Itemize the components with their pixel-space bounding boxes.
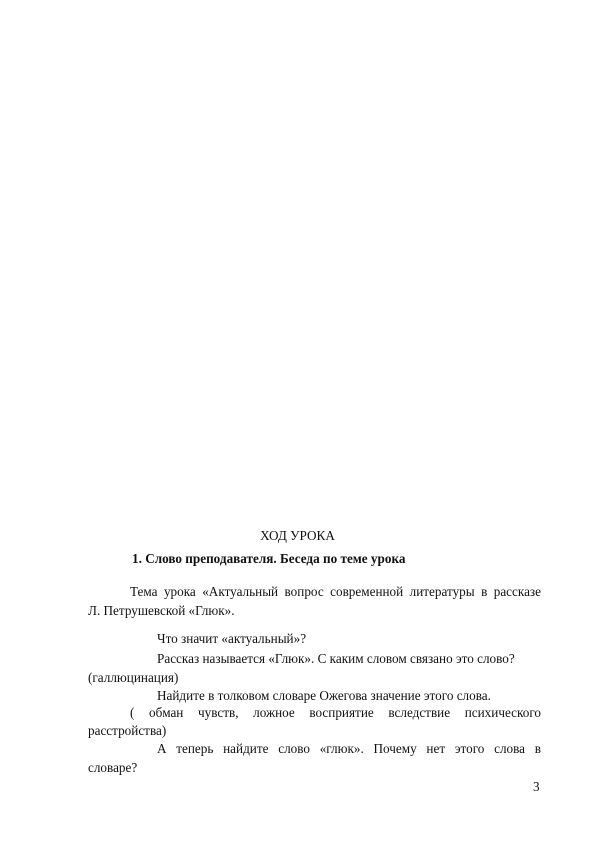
question-actual: Что значит «актуальный»? xyxy=(157,631,307,646)
topic-paragraph-line2: Л. Петрушевской «Глюк». xyxy=(88,603,235,618)
meaning-paragraph-line1: ( обман чувств, ложное восприятие вследствие психического xyxy=(130,705,541,720)
dictionary-instruction: Найдите в толковом словаре Ожегова значение этого слова. xyxy=(157,688,491,703)
page-heading: ХОД УРОКА xyxy=(260,528,335,543)
story-paragraph-line1: Рассказ называется «Глюк». С каким словом связано это слово? xyxy=(157,651,515,666)
story-paragraph-line2: (галлюцинация) xyxy=(88,670,179,685)
page-number: 3 xyxy=(533,779,540,794)
meaning-paragraph-line2: расстройства) xyxy=(88,723,167,738)
glitch-paragraph-line2: словаре? xyxy=(88,760,138,775)
section-title: 1. Слово преподавателя. Беседа по теме урока xyxy=(132,551,406,566)
topic-paragraph-line1: Тема урока «Актуальный вопрос современной литературы в рассказе xyxy=(130,584,541,599)
glitch-paragraph-line1: А теперь найдите слово «глюк». Почему нет этого слова в xyxy=(157,741,541,756)
